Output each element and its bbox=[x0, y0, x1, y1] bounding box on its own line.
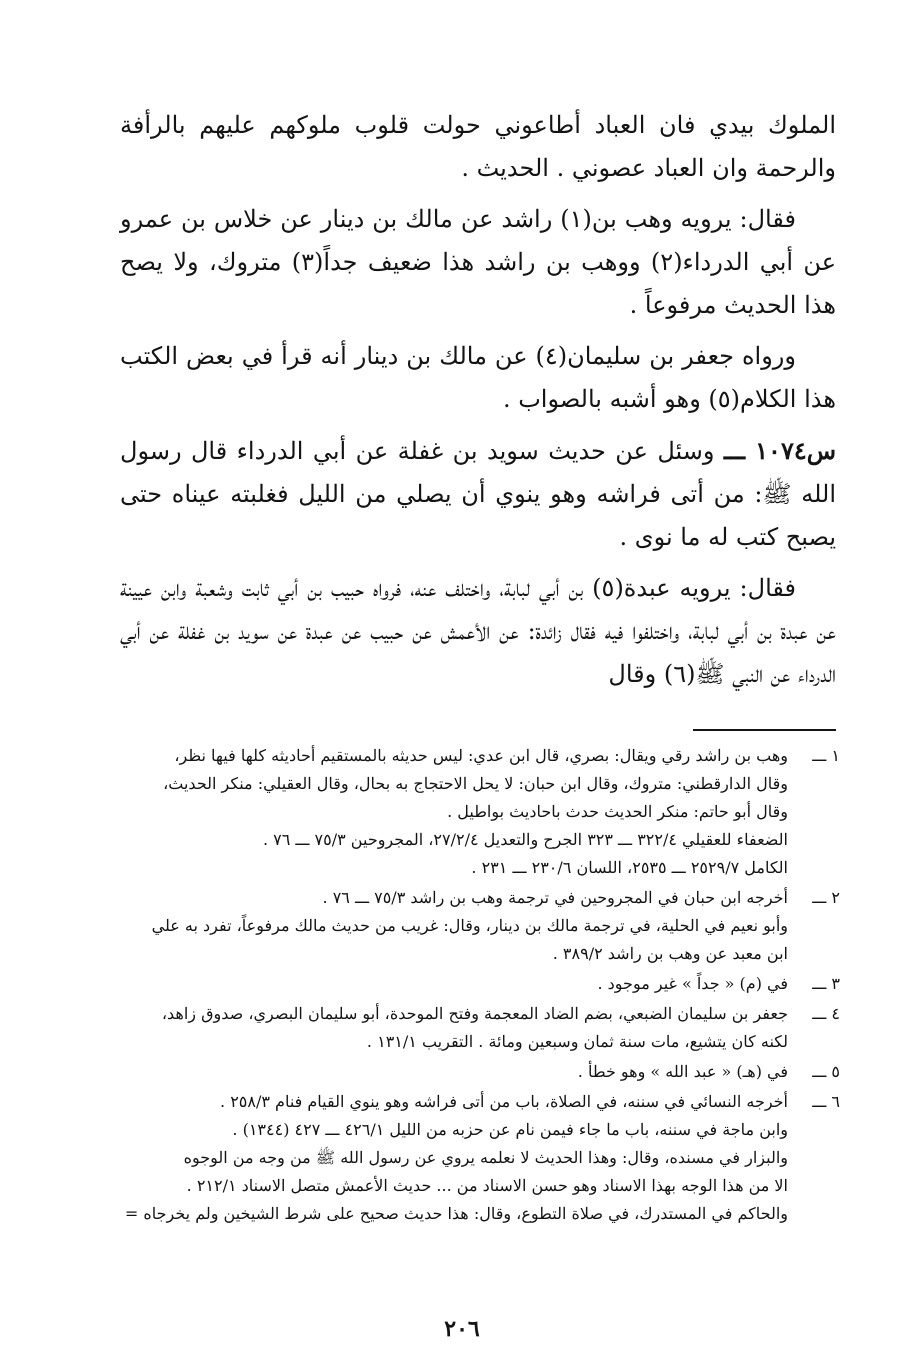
footnote-line: الا من هذا الوجه بهذا الاسناد وهو حسن الاسناد من ... حديث الأعمش متصل الاسناد ٢١٢/١ . bbox=[186, 1176, 788, 1195]
footnote-line: وهب بن راشد رقي ويقال: بصري، قال ابن عدي: ليس حديثه بالمستقيم أحاديثه كلها فيها نظر، bbox=[174, 746, 788, 765]
paragraph-wahb-narration: فقال: يرويه وهب بن(١) راشد عن مالك بن دينار عن خلاس بن عمرو عن أبي الدرداء(٢) ووهب بن راشد هذا ضعيف جداً(٣) متروك، ولا يصح هذا الحديث مرفوعاً . bbox=[120, 205, 837, 319]
footnote-number: ٥ ـــ bbox=[812, 1062, 840, 1081]
footnote-line: وابن ماجة في سننه، باب ما جاء فيمن نام عن حزبه من الليل ٤٢٦/١ ـــ ٤٢٧ (١٣٤٤) . bbox=[232, 1120, 788, 1139]
question-text: وسئل عن حديث سويد بن غفلة عن أبي الدرداء قال رسول الله ﷺ: من أتى فراشه وهو ينوي أن يصلي من الليل فغلبته عيناه حتى يصبح كتب له ما نوى . bbox=[120, 437, 836, 551]
footnote-line: لكنه كان يتشيع، مات سنة ثمان وسبعين ومائة . التقريب ١٣١/١ . bbox=[366, 1032, 788, 1051]
footnote-line: في (هـ) « عبد الله » وهو خطأ . bbox=[577, 1062, 788, 1081]
footnote-divider bbox=[693, 729, 836, 731]
paragraph-abda-narration: فقال: يرويه عبدة(٥) بن أبي لبابة، واختلف عنه، فرواه حبيب بن أبي ثابت وشعبة وابن عيينة عن عبدة بن أبي لبابة، واختلفوا فيه فقال زائدة: عن الأعمش عن حبيب عن عبدة عن سويد بن غفلة عن أبي الدرداء عن النبي ﷺ(٦) وقال bbox=[120, 574, 836, 688]
footnote-number: ١ ـــ bbox=[812, 746, 840, 765]
question-paragraph bbox=[120, 429, 836, 559]
footnote-2 bbox=[124, 884, 840, 968]
footnote-5 bbox=[124, 1058, 840, 1086]
footnote-number: ٢ ـــ bbox=[812, 888, 840, 907]
footnote-line: الكامل ٢٥٢٩/٧ ـــ ٢٥٣٥، اللسان ٢٣٠/٦ ـــ ٢٣١ . bbox=[471, 858, 788, 877]
footnote-number: ٦ ـــ bbox=[812, 1092, 840, 1111]
footnotes bbox=[124, 742, 840, 1230]
footnote-6 bbox=[124, 1088, 840, 1228]
footnote-line: أخرجه النسائي في سننه، في الصلاة، باب من أتى فراشه وهو ينوي القيام فنام ٢٥٨/٣ . bbox=[220, 1092, 788, 1111]
footnote-1 bbox=[124, 742, 840, 882]
question-number: س١٠٧٤ ـــ bbox=[723, 436, 837, 465]
footnote-line: جعفر بن سليمان الضبعي، بضم الضاد المعجمة وفتح الموحدة، أبو سليمان البصري، صدوق زاهد، bbox=[161, 1004, 788, 1023]
main-text bbox=[120, 104, 836, 704]
footnote-4 bbox=[124, 1000, 840, 1056]
footnote-line: الضعفاء للعقيلي ٣٢٢/٤ ـــ ٣٢٣ الجرح والتعديل ٢٧/٢/٤، المجروحين ٧٥/٣ ـــ ٧٦ . bbox=[262, 830, 788, 849]
paragraph-continuation: الملوك بيدي فان العباد أطاعوني حولت قلوب ملوكهم عليهم بالرأفة والرحمة وان العباد عصوني . الحديث . bbox=[120, 111, 836, 182]
footnote-line: وأبو نعيم في الحلية، في ترجمة مالك بن دينار، وقال: غريب من حديث مالك مرفوعاً، تفرد به علي bbox=[151, 916, 788, 935]
footnote-number: ٤ ـــ bbox=[812, 1004, 840, 1023]
paragraph-jafar-narration: ورواه جعفر بن سليمان(٤) عن مالك بن دينار أنه قرأ في بعض الكتب هذا الكلام(٥) وهو أشبه بالصواب . bbox=[120, 342, 836, 413]
footnote-line: ابن معبد عن وهب بن راشد ٣٨٩/٢ . bbox=[552, 944, 788, 963]
footnote-line: أخرجه ابن حبان في المجروحين في ترجمة وهب بن راشد ٧٥/٣ ـــ ٧٦ . bbox=[322, 888, 788, 907]
footnote-number: ٣ ـــ bbox=[812, 974, 840, 993]
footnote-line: والحاكم في المستدرك، في صلاة التطوع، وقال: هذا حديث صحيح على شرط الشيخين ولم يخرجاه = bbox=[124, 1204, 788, 1223]
footnote-line: وقال الدارقطني: متروك، وقال ابن حبان: لا يحل الاحتجاج به بحال، وقال العقيلي: منكر الحديث، bbox=[163, 774, 788, 793]
footnote-line: والبزار في مسنده، وقال: وهذا الحديث لا نعلمه يروي عن رسول الله ﷺ من وجه من الوجوه bbox=[183, 1148, 788, 1167]
footnote-3 bbox=[124, 970, 840, 998]
page-number: ٢٠٦ bbox=[444, 1316, 480, 1342]
footnote-line: وقال أبو حاتم: منكر الحديث حدث باحاديث بواطيل . bbox=[447, 802, 788, 821]
footnote-line: في (م) « جداً » غير موجود . bbox=[597, 974, 788, 993]
